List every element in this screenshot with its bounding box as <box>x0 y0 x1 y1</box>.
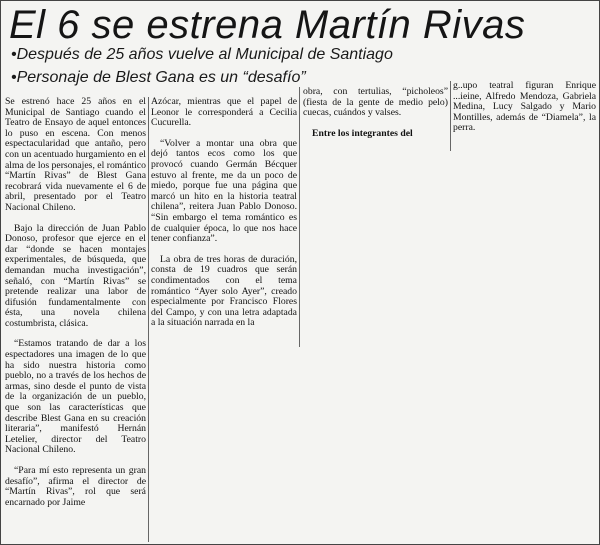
column-divider <box>450 81 451 151</box>
paragraph: Se estrenó hace 25 años en el Municipal de Santiago cuando el Teatro de Ensayo de aquel entonces lo puso en escena. Con menos espectacularidad que antaño, pero con un acentuado hurgamiento en el alma de los personajes, el romántico “Martín Rivas” de Blest Gana recobrará vida nuevamente el 6 de abril, presentado por el Teatro Nacional Chileno. <box>5 96 146 213</box>
column-divider <box>148 97 149 542</box>
article-column-3 <box>303 87 448 149</box>
paragraph: g..upo teatral figuran Enrique ...ieine, Alfredo Mendoza, Gabriela Medina, Lucy Salgado y Mario Montilles, además de “Diamela”, la perra. <box>453 80 596 134</box>
paragraph: Entre los integrantes del <box>312 127 413 139</box>
paragraph: Azócar, mientras que el papel de Leonor le corresponderá a Cecilia Cucurella. <box>151 96 297 129</box>
paragraph: “Volver a montar una obra que dejó tantos ecos como los que provocó cuando Germán Bécquer estuvo al frente, me da un poco de miedo, porque fue una página que marcó un hito en la historia teatral chilena”, reitera Juan Pablo Donoso. “Sin embargo el tema romántico es de cualquier época, lo que nos hace tener confianza”. <box>151 137 297 245</box>
paragraph: obra, con tertulias, “picholeos” (fiesta de la gente de medio pelo) cuecas, cuándos y valses. <box>303 86 448 119</box>
subheadline-2: •Personaje de Blest Gana es un “desafío” <box>11 69 306 86</box>
article-column-4 <box>453 81 596 144</box>
headline: El 6 se estrena Martín Rivas <box>9 3 526 47</box>
paragraph: “Estamos tratando de dar a los espectadores una imagen de lo que ha sido nuestra historia como pueblo, no a través de los hechos de armas, sino desde el punto de vista de la organización de un pueblo, que son las características que describe Blest Gana en su creación literaria”, manifestó Hernán Letelier, director del Teatro Nacional Chileno. <box>5 338 146 456</box>
subheadline-1: •Después de 25 años vuelve al Municipal de Santiago <box>11 46 393 63</box>
paragraph: “Para mí esto representa un gran desafío”, afirma el director de “Martín Rivas”, rol que será encarnado por Jaime <box>5 465 146 508</box>
paragraph: Bajo la dirección de Juan Pablo Donoso, profesor que ejerce en el dar “donde se hacen montajes experimentales, de búsqueda, que demandan mucha investigación”, señaló, con “Martín Rivas” se pretende realizar una labor de difusión fundamentalmente con ésta, una novela chilena costumbrista, clásica. <box>5 222 146 329</box>
article-column-1 <box>5 97 146 518</box>
column-divider <box>299 87 300 347</box>
article-column-2 <box>151 97 297 339</box>
paragraph: La obra de tres horas de duración, consta de 19 cuadros que serán condimentados con el tema romántico “Ayer solo Ayer”, creado especialmente por Francisco Flores del Campo, y con una letra adaptada a la situación narrada en la <box>151 253 297 329</box>
